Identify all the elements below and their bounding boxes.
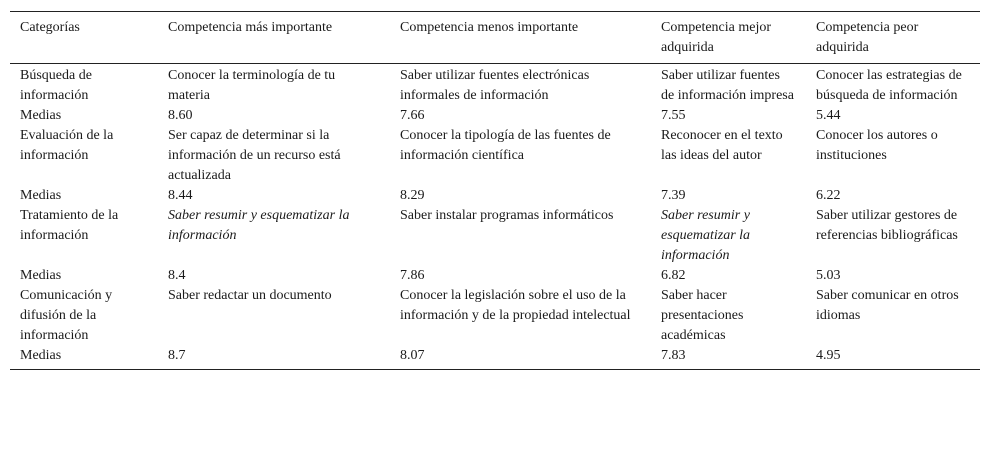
mean-best-acquired: 7.83 — [661, 348, 686, 363]
mean-best-acquired: 6.82 — [661, 268, 686, 283]
worst-acquired-cell: Conocer las estrategias de búsqueda de información — [816, 68, 962, 103]
mean-most-important: 8.7 — [168, 348, 186, 363]
category-cell: Evaluación de la información — [20, 128, 114, 163]
table-row — [10, 126, 980, 186]
most-important-cell: Saber resumir y esquematizar la información — [168, 208, 350, 243]
best-acquired-cell: Saber resumir y esquematizar la información — [661, 208, 751, 263]
mean-least-important: 8.29 — [400, 188, 425, 203]
least-important-cell: Conocer la tipología de las fuentes de información científica — [400, 128, 611, 163]
table-row — [10, 64, 980, 107]
mean-most-important: 8.4 — [168, 268, 186, 283]
worst-acquired-cell: Saber utilizar gestores de referencias bibliográficas — [816, 208, 958, 243]
mean-worst-acquired: 4.95 — [816, 348, 841, 363]
mean-least-important: 7.66 — [400, 108, 425, 123]
means-row — [10, 186, 980, 206]
means-row — [10, 346, 980, 370]
mean-least-important: 7.86 — [400, 268, 425, 283]
category-cell: Comunicación y difusión de la información — [20, 288, 113, 343]
header-least-important: Competencia menos importante — [400, 20, 579, 35]
header-most-important: Competencia más importante — [168, 20, 333, 35]
header-best-acquired: Competencia mejor adquirida — [661, 20, 772, 55]
most-important-cell: Ser capaz de determinar si la información de un recurso está actualizada — [168, 128, 341, 183]
means-label: Medias — [20, 268, 62, 283]
means-label: Medias — [20, 188, 62, 203]
mean-least-important: 8.07 — [400, 348, 425, 363]
competencies-table-container — [10, 11, 980, 370]
least-important-cell: Saber utilizar fuentes electrónicas informales de información — [400, 68, 590, 103]
header-worst-acquired: Competencia peor adquirida — [816, 20, 919, 55]
table-row — [10, 286, 980, 346]
means-row — [10, 266, 980, 286]
mean-most-important: 8.60 — [168, 108, 193, 123]
worst-acquired-cell: Conocer los autores o instituciones — [816, 128, 938, 163]
header-row — [10, 12, 980, 64]
competencies-table — [10, 11, 980, 370]
best-acquired-cell: Reconocer en el texto las ideas del autor — [661, 128, 783, 163]
most-important-cell: Saber redactar un documento — [168, 288, 332, 303]
mean-best-acquired: 7.55 — [661, 108, 686, 123]
category-cell: Búsqueda de información — [20, 68, 92, 103]
category-cell: Tratamiento de la información — [20, 208, 119, 243]
mean-worst-acquired: 5.03 — [816, 268, 841, 283]
mean-worst-acquired: 5.44 — [816, 108, 841, 123]
table-row — [10, 206, 980, 266]
least-important-cell: Saber instalar programas informáticos — [400, 208, 614, 223]
best-acquired-cell: Saber hacer presentaciones académicas — [661, 288, 744, 343]
worst-acquired-cell: Saber comunicar en otros idiomas — [816, 288, 959, 323]
means-label: Medias — [20, 108, 62, 123]
table-header — [10, 12, 980, 64]
header-categories: Categorías — [20, 20, 80, 35]
mean-most-important: 8.44 — [168, 188, 193, 203]
least-important-cell: Conocer la legislación sobre el uso de la información y de la propiedad intelectual — [400, 288, 631, 323]
table-body — [10, 64, 980, 370]
means-row — [10, 106, 980, 126]
mean-worst-acquired: 6.22 — [816, 188, 841, 203]
mean-best-acquired: 7.39 — [661, 188, 686, 203]
means-label: Medias — [20, 348, 62, 363]
best-acquired-cell: Saber utilizar fuentes de información impresa — [661, 68, 794, 103]
most-important-cell: Conocer la terminología de tu materia — [168, 68, 336, 103]
